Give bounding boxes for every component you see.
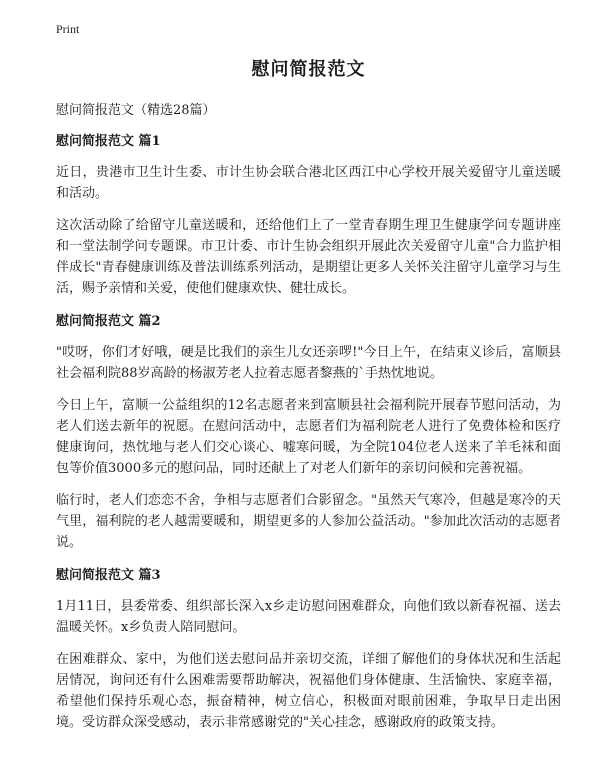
paragraph: 近日，贵港市卫生计生委、市计生协会联合港北区西江中心学校开展关爱留守儿童送暖和活动。 xyxy=(56,165,561,201)
paragraph: "哎呀，你们才好哦，硬是比我们的亲生儿女还亲啰!"今日上午，在结束义诊后，富顺县社会福利院88岁高龄的杨淑芳老人拉着志愿者黎燕的`手热忱地说。 xyxy=(56,345,561,381)
section-3 xyxy=(56,564,561,733)
document-subtitle: 慰问简报范文（精选28篇） xyxy=(56,103,216,118)
print-label: Print xyxy=(56,22,80,36)
section-heading: 慰问简报范文 篇3 xyxy=(56,568,161,583)
paragraph: 临行时，老人们恋恋不舍，争相与志愿者们合影留念。"虽然天气寒冷，但越是寒冷的天气里，福利院的老人越需要暖和，期望更多的人参加公益活动。"参加此次活动的志愿者说。 xyxy=(56,493,561,550)
paragraph: 今日上午，富顺一公益组织的12名志愿者来到富顺县社会福利院开展春节慰问活动，为老人们送去新年的祝愿。在慰问活动中，志愿者们为福利院老人进行了免费体检和医疗健康询问，热忱地与老人们交心谈心、嘘寒问暖，为全院104位老人送来了羊毛袜和面包等价值3000多元的慰问品，同时还献上了对老人们新年的亲切问候和完善祝福。 xyxy=(56,398,561,476)
section-2 xyxy=(56,310,561,553)
paragraph: 这次活动除了给留守儿童送暖和，还给他们上了一堂青春期生理卫生健康学问专题讲座和一堂法制学问专题课。市卫计委、市计生协会组织开展此次关爱留守儿童"合力监护相伴成长"青春健康训练及普法训练系列活动，是期望让更多人关怀关注留守儿童学习与生活，赐予亲情和关爱，使他们健康欢快、健壮成长。 xyxy=(56,218,561,296)
section-1 xyxy=(56,130,561,299)
document-title: 慰问简报范文 xyxy=(251,59,366,80)
paragraph: 在困难群众、家中，为他们送去慰问品并亲切交流，详细了解他们的身体状况和生活起居情况，询问还有什么困难需要帮助解决，祝福他们身体健康、生活愉快、家庭幸福，希望他们保持乐观心态，振奋精神，树立信心，积极面对眼前困难，争取早日走出困境。受访群众深受感动，表示非常感谢党的"关心挂念，感谢政府的政策支持。 xyxy=(56,652,561,730)
section-heading: 慰问简报范文 篇2 xyxy=(56,314,161,329)
section-heading: 慰问简报范文 篇1 xyxy=(56,134,161,149)
document-page xyxy=(56,55,561,744)
paragraph: 1月11日，县委常委、组织部长深入x乡走访慰问困难群众，向他们致以新春祝福、送去温暖关怀。x乡负责人陪同慰问。 xyxy=(56,599,561,635)
